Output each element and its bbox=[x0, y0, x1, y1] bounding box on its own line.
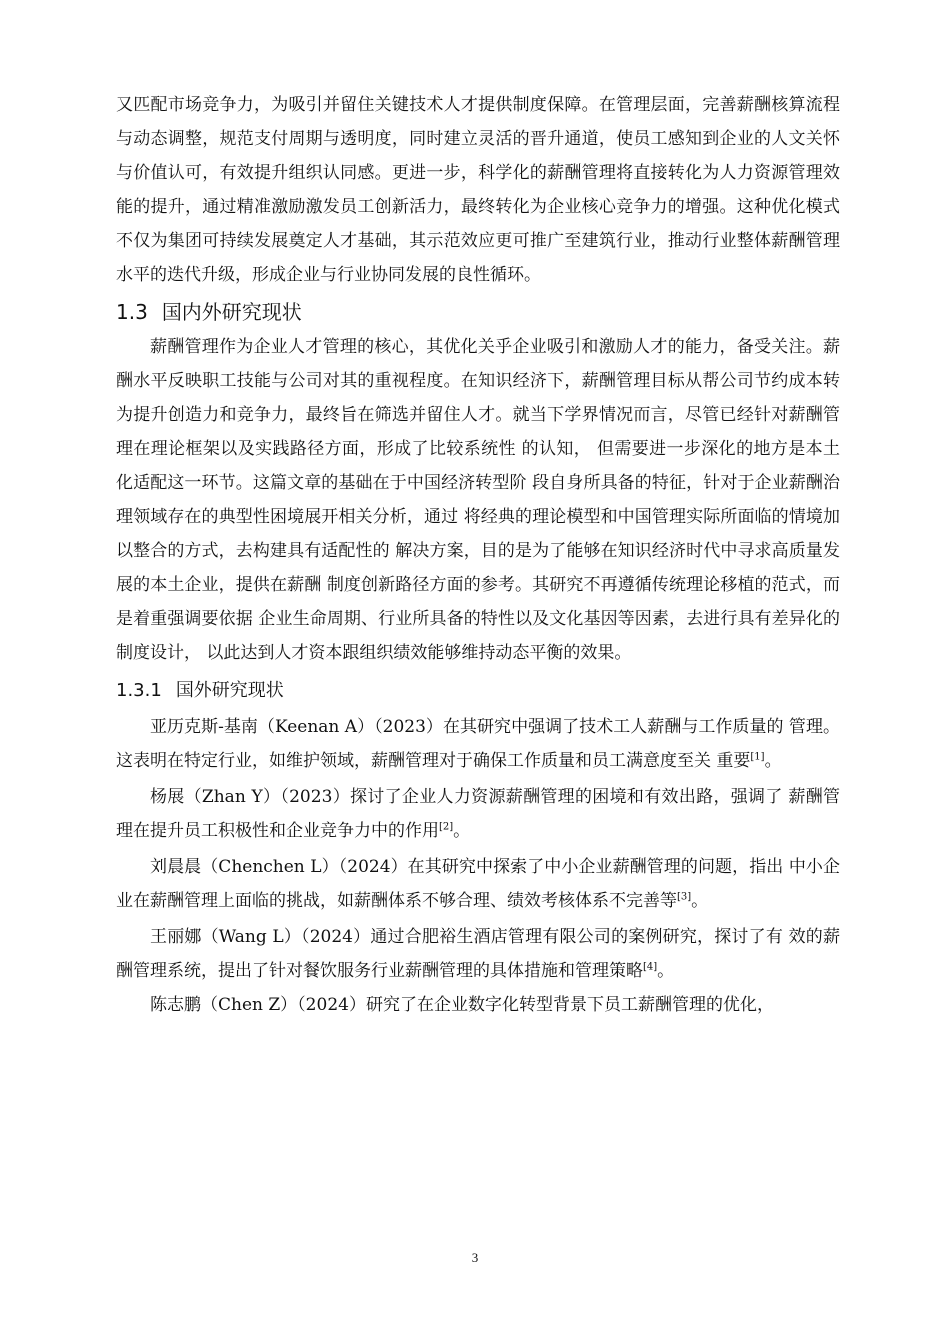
section-number: 1.3 bbox=[116, 300, 148, 324]
reference-paragraph bbox=[116, 850, 840, 918]
reference-paragraph bbox=[116, 920, 840, 988]
citation-marker: [1] bbox=[750, 751, 765, 763]
subsection-number: 1.3.1 bbox=[116, 680, 162, 701]
reference-text: 杨展（Zhan Y）（2023）探讨了企业人力资源薪酬管理的困境和有效出路，强调了 薪酬管理在提升员工积极性和企业竞争力中的作用 bbox=[116, 787, 840, 841]
section-paragraph: 薪酬管理作为企业人才管理的核心，其优化关乎企业吸引和激励人才的能力，备受关注。薪酬水平反映职工技能与公司对其的重视程度。在知识经济下，薪酬管理目标从帮公司节约成本转为提升创造力和竞争力，最终旨在筛选并留住人才。就当下学界情况而言，尽管已经针对薪酬管理在理论框架以及实践路径方面，形成了比较系统性 的认知， 但需要进一步深化的地方是本土化适配这一环节。这篇文章的基础在于中国经济转型阶 段自身所具备的特征，针对于企业薪酬治理领域存在的典型性困境展开相关分析，通过 将经典的理论模型和中国管理实际所面临的情境加以整合的方式，去构建具有适配性的 解决方案，目的是为了能够在知识经济时代中寻求高质量发展的本土企业，提供在薪酬 制度创新路径方面的参考。其研究不再遵循传统理论移植的范式，而是着重强调要依据 企业生命周期、行业所具备的特性以及文化基因等因素，去进行具有差异化的制度设计， 以此达到人才资本跟组织绩效能够维持动态平衡的效果。 bbox=[116, 337, 840, 663]
reference-text: 刘晨晨（Chenchen L）（2024）在其研究中探索了中小企业薪酬管理的问题，指出 中小企业在薪酬管理上面临的挑战，如薪酬体系不够合理、绩效考核体系不完善等 bbox=[116, 857, 840, 911]
reference-end: 。 bbox=[764, 751, 782, 771]
citation-marker: [3] bbox=[677, 891, 692, 903]
reference-text: 陈志鹏（Chen Z）（2024）研究了在企业数字化转型背景下员工薪酬管理的优化， bbox=[150, 995, 774, 1015]
section-heading bbox=[116, 294, 840, 330]
intro-paragraph: 又匹配市场竞争力，为吸引并留住关键技术人才提供制度保障。在管理层面，完善薪酬核算流程与动态调整，规范支付周期与透明度，同时建立灵活的晋升通道，使员工感知到企业的人文关怀与价值认可，有效提升组织认同感。更进一步，科学化的薪酬管理将直接转化为人力资源管理效能的提升，通过精准激励激发员工创新活力，最终转化为企业核心竞争力的增强。这种优化模式不仅为集团可持续发展奠定人才基础，其示范效应更可推广至建筑行业，推动行业整体薪酬管理水平的迭代升级，形成企业与行业协同发展的良性循环。 bbox=[116, 95, 840, 285]
reference-end: 。 bbox=[453, 821, 471, 841]
reference-end: 。 bbox=[657, 961, 675, 981]
section-title: 国内外研究现状 bbox=[161, 300, 302, 324]
reference-paragraph bbox=[116, 988, 840, 1022]
reference-end: 。 bbox=[691, 891, 709, 911]
subsection-title: 国外研究现状 bbox=[175, 680, 284, 701]
reference-text: 王丽娜（Wang L）（2024）通过合肥裕生酒店管理有限公司的案例研究，探讨了有 效的薪酬管理系统，提出了针对餐饮服务行业薪酬管理的具体措施和管理策略 bbox=[116, 927, 840, 981]
reference-paragraph bbox=[116, 710, 840, 778]
citation-marker: [4] bbox=[643, 961, 658, 973]
page-content bbox=[116, 88, 840, 1022]
page-number: 3 bbox=[471, 1250, 479, 1265]
reference-paragraph bbox=[116, 780, 840, 848]
reference-text: 亚历克斯-基南（Keenan A）（2023）在其研究中强调了技术工人薪酬与工作质量的 管理。这表明在特定行业，如维护领域，薪酬管理对于确保工作质量和员工满意度至关 重要 bbox=[116, 717, 840, 771]
citation-marker: [2] bbox=[439, 821, 454, 833]
subsection-heading bbox=[116, 674, 840, 708]
